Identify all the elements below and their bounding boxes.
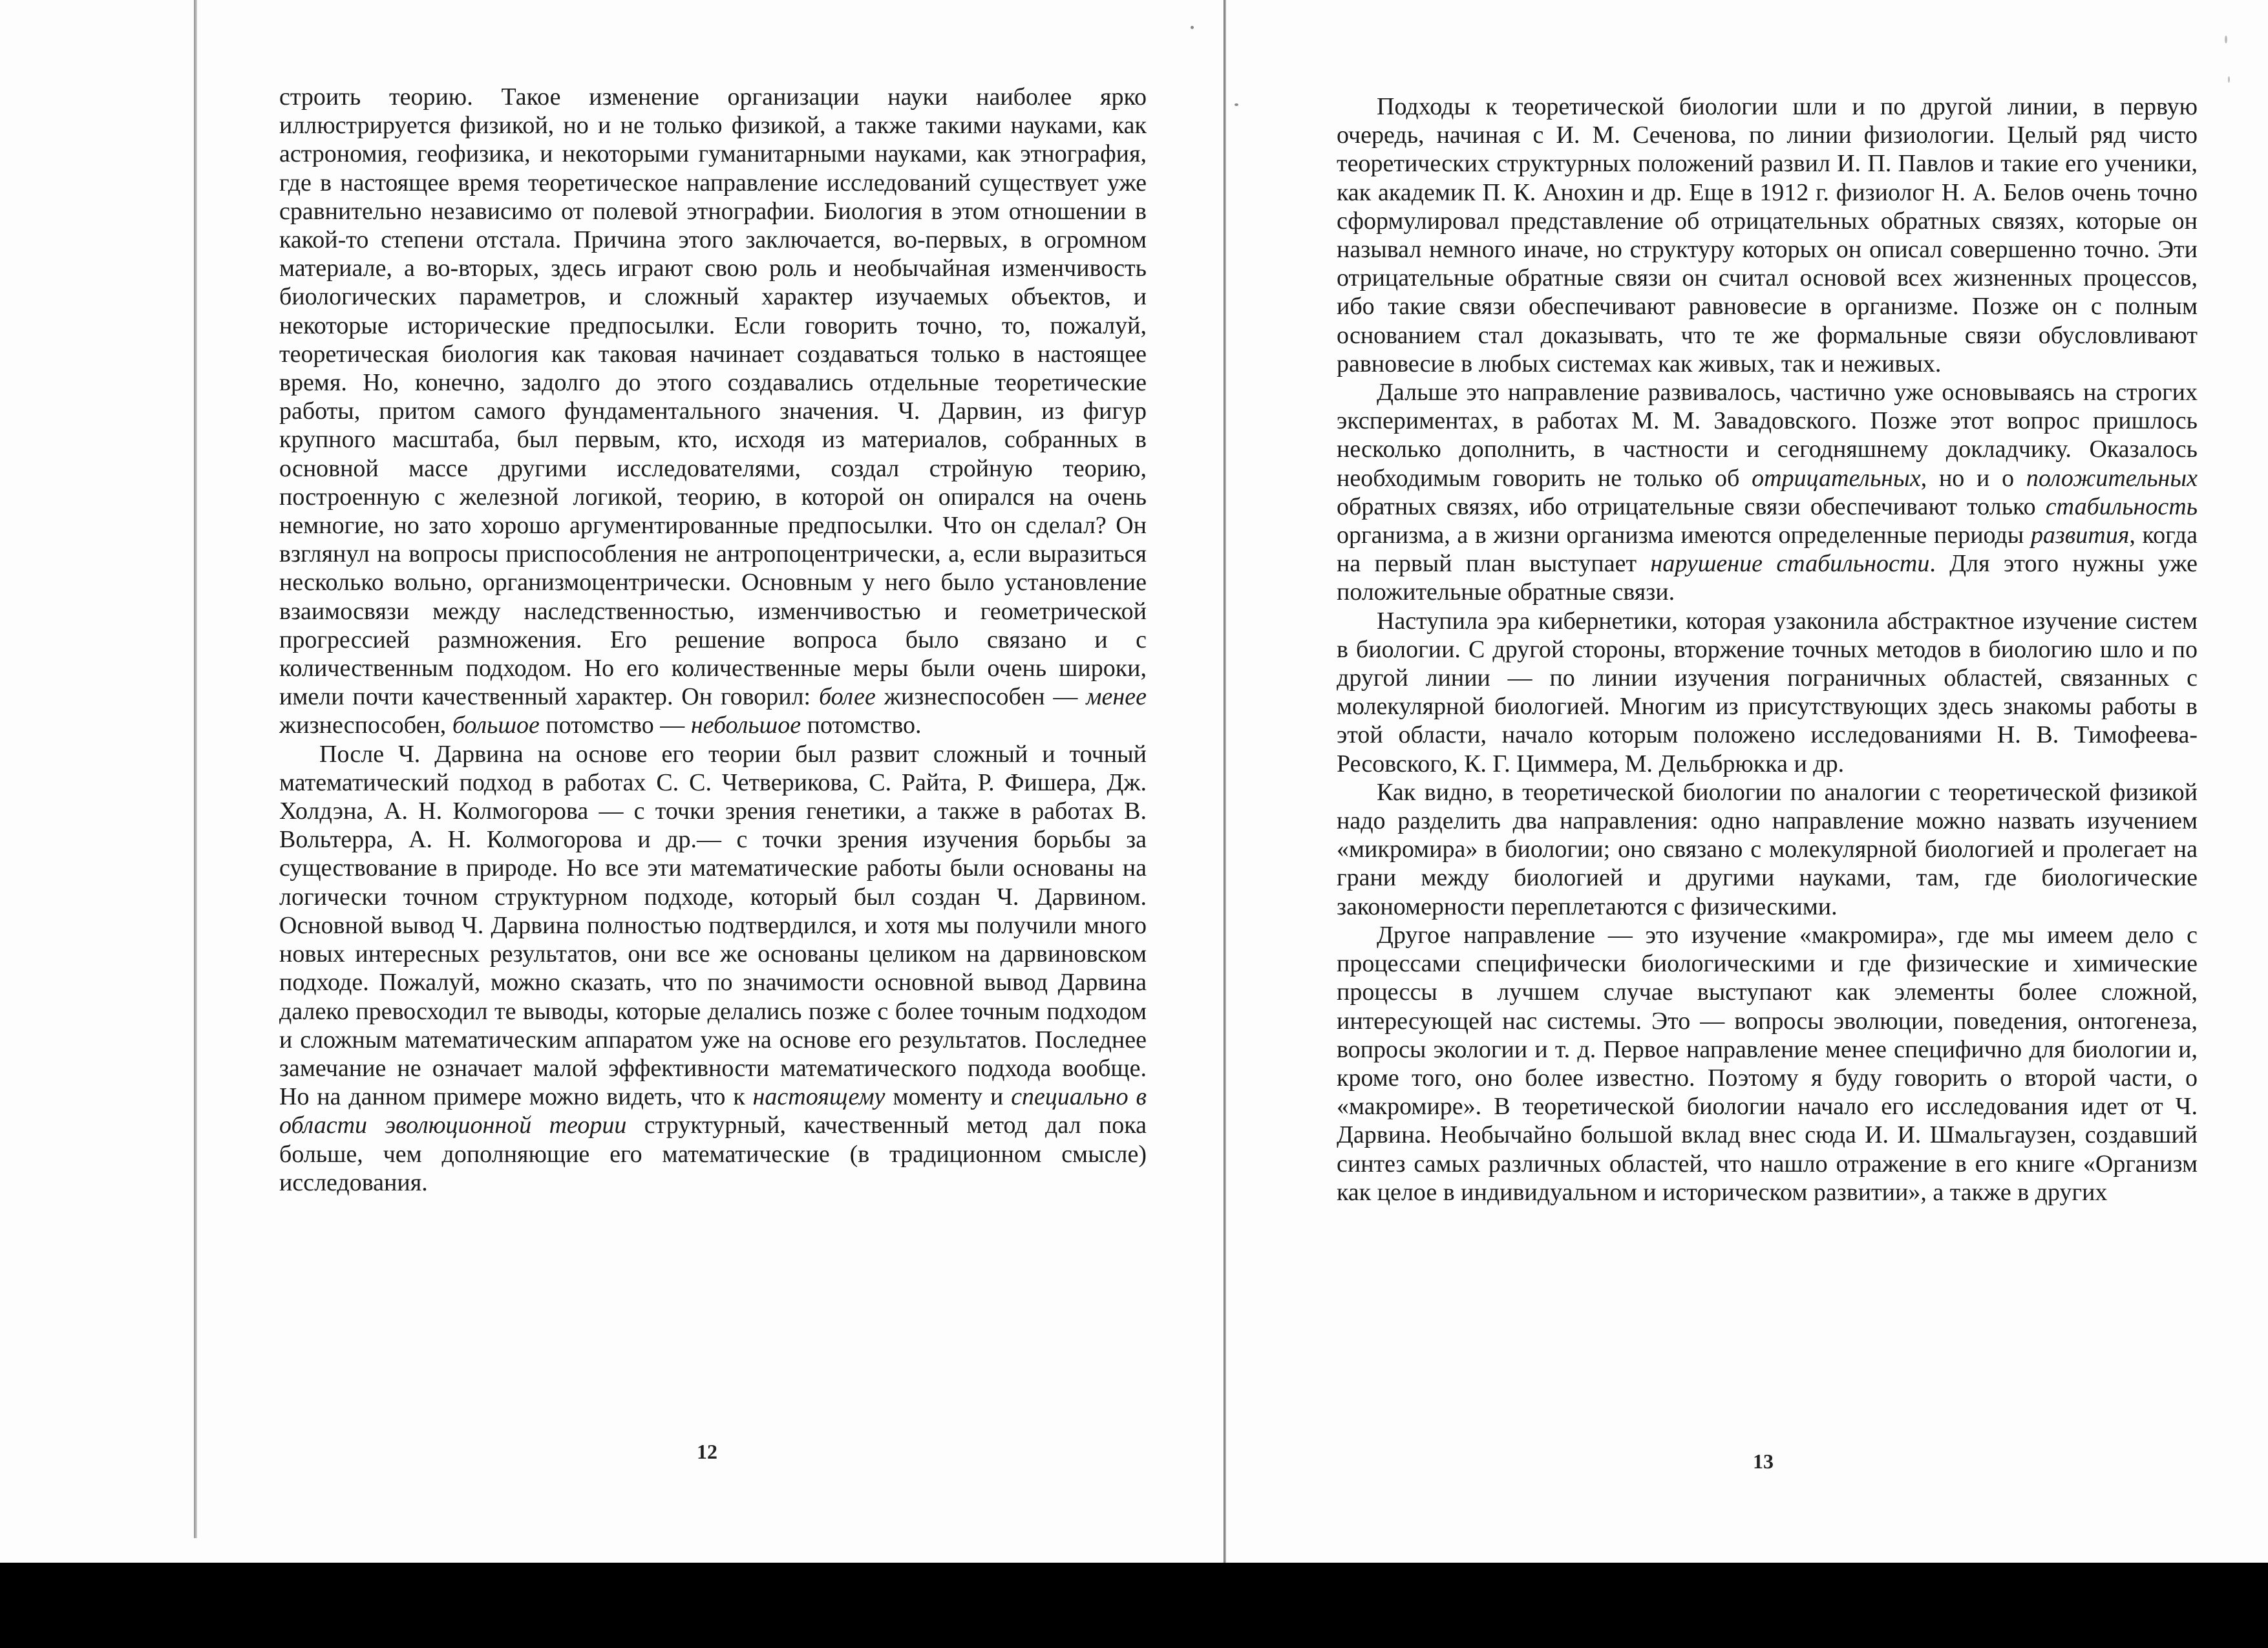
- page-number-left: 12: [697, 1440, 717, 1463]
- left-page-text: [279, 83, 1147, 1197]
- paragraph: Наступила эра кибернетики, которая узаконила абстрактное изучение систем в биологии. С другой стороны, вторжение точных методов в биологию шло и по другой линии — по линии изучения пограничных областей, связанных с молекулярной биологией. Многим из присутствующих здесь знакомы работы в этой области, начало которым положено исследованиями Н. В. Тимофеева-Ресовского, К. Г. Циммера, М. Дельбрюкка и др.: [1337, 607, 2198, 777]
- paragraph: Как видно, в теоретической биологии по аналогии с теоретической физикой надо разделить два направления: одно направление можно назвать изучением «микромира» в биологии; оно связано с молекулярной биологией и пролегает на грани между биологией и другими науками, там, где биологические закономерности переплетаются с физическими.: [1337, 778, 2198, 920]
- paragraph: Подходы к теоретической биологии шли и по другой линии, в первую очередь, начиная с И. М. Сеченова, по линии физиологии. Целый ряд чисто теоретических структурных положений развил И. П. Павлов и такие его ученики, как академик П. К. Анохин и др. Еще в 1912 г. физиолог Н. А. Белов очень точно сформулировал представление об отрицательных обратных связях, которые он называл немного иначе, но структуру которых он описал совершенно точно. Эти отрицательные обратные связи он считал основой всех жизненных процессов, ибо такие связи обеспечивают равновесие в организме. Позже он с полным основанием стал доказывать, что те же формальные связи обусловливают равновесие в любых системах как живых, так и неживых.: [1337, 93, 2198, 377]
- left-page-edge: [194, 0, 197, 1538]
- scan-speck: [2225, 36, 2227, 43]
- scan-speck: [1191, 26, 1194, 29]
- paragraph: Другое направление — это изучение «макромира», где мы имеем дело с процессами специфически биологическими и где физические и химические процессы в лучшем случае выступают как элементы более сложной, интересующей нас системы. Это — вопросы эволюции, поведения, онтогенеза, вопросы экологии и т. д. Первое направление менее специфично для биологии и, кроме того, оно более известно. Поэтому я буду говорить о второй части, о «макромире». В теоретической биологии начало его исследования идет от Ч. Дарвина. Необычайно большой вклад внес сюда И. И. Шмальгаузен, создавший синтез самых различных областей, что нашло отражение в его книге «Организм как целое в индивидуальном и историческом развитии», а также в других: [1337, 921, 2198, 1206]
- scan-speck: [2228, 76, 2230, 83]
- scan-border: [0, 1563, 2268, 1648]
- scan-speck: [1235, 103, 1238, 106]
- book-gutter: [1224, 0, 1226, 1563]
- page-number-right: 13: [1753, 1450, 1774, 1473]
- paragraph: После Ч. Дарвина на основе его теории был развит сложный и точный математический подход в работах С. С. Четверикова, С. Райта, Р. Фишера, Дж. Холдэна, А. Н. Колмогорова — с точки зрения генетики, а также в работах В. Вольтерра, А. Н. Колмогорова и др.— с точки зрения изучения борьбы за существование в природе. Но все эти математические работы были основаны на логически точном структурном подходе, который был создан Ч. Дарвином. Основной вывод Ч. Дарвина полностью подтвердился, и хотя мы получили много новых интересных результатов, они все же основаны целиком на дарвиновском подходе. Пожалуй, можно сказать, что по значимости основной вывод Дарвина далеко превосходил те выводы, которые делались позже с более точным подходом и сложным математическим аппаратом уже на основе его результатов. Последнее замечание не означает малой эффективности математического подхода вообще. Но на данном примере можно видеть, что к настоящему моменту и специально в области эволюционной теории структурный, качественный метод дал пока больше, чем дополняющие его математические (в традиционном смысле) исследования.: [279, 740, 1147, 1196]
- right-page-text: [1337, 92, 2198, 1207]
- paragraph: строить теорию. Такое изменение организации науки наиболее ярко иллюстрируется физикой, но и не только физикой, а также такими науками, как астрономия, геофизика, и некоторыми гуманитарными науками, как этнография, где в настоящее время теоретическое направление исследований существует уже сравнительно независимо от полевой этнографии. Биология в этом отношении в какой-то степени отстала. Причина этого заключается, во-первых, в огромном материале, а во-вторых, здесь играют свою роль и необычайная изменчивость биологических параметров, и сложный характер изучаемых объектов, и некоторые исторические предпосылки. Если говорить точно, то, пожалуй, теоретическая биология как таковая начинает создаваться только в настоящее время. Но, конечно, задолго до этого создавались отдельные теоретические работы, притом самого фундаментального значения. Ч. Дарвин, из фигур крупного масштаба, был первым, кто, исходя из материалов, собранных в основной массе другими исследователями, создал стройную теорию, построенную с железной логикой, теорию, в которой он опирался на очень немногие, но зато хорошо аргументированные предпосылки. Что он сделал? Он взглянул на вопросы приспособления не антропоцентрически, а, если выразиться несколько вольно, организмоцентрически. Основным у него было установление взаимосвязи между наследственностью, изменчивостью и геометрической прогрессией размножения. Его решение вопроса было связано и с количественным подходом. Но его количественные меры были очень широки, имели почти качественный характер. Он говорил: более жизнеспособен — менее жизнеспособен, большое потомство — небольшое потомство.: [279, 83, 1147, 739]
- paragraph: Дальше это направление развивалось, частично уже основываясь на строгих экспериментах, в работах М. М. Завадовского. Позже этот вопрос пришлось несколько дополнить, в частности и сегодняшнему докладчику. Оказалось необходимым говорить не только об отрицательных, но и о положительных обратных связях, ибо отрицательные связи обеспечивают только стабильность организма, а в жизни организма имеются определенные периоды развития, когда на первый план выступает нарушение стабильности. Для этого нужны уже положительные обратные связи.: [1337, 379, 2198, 606]
